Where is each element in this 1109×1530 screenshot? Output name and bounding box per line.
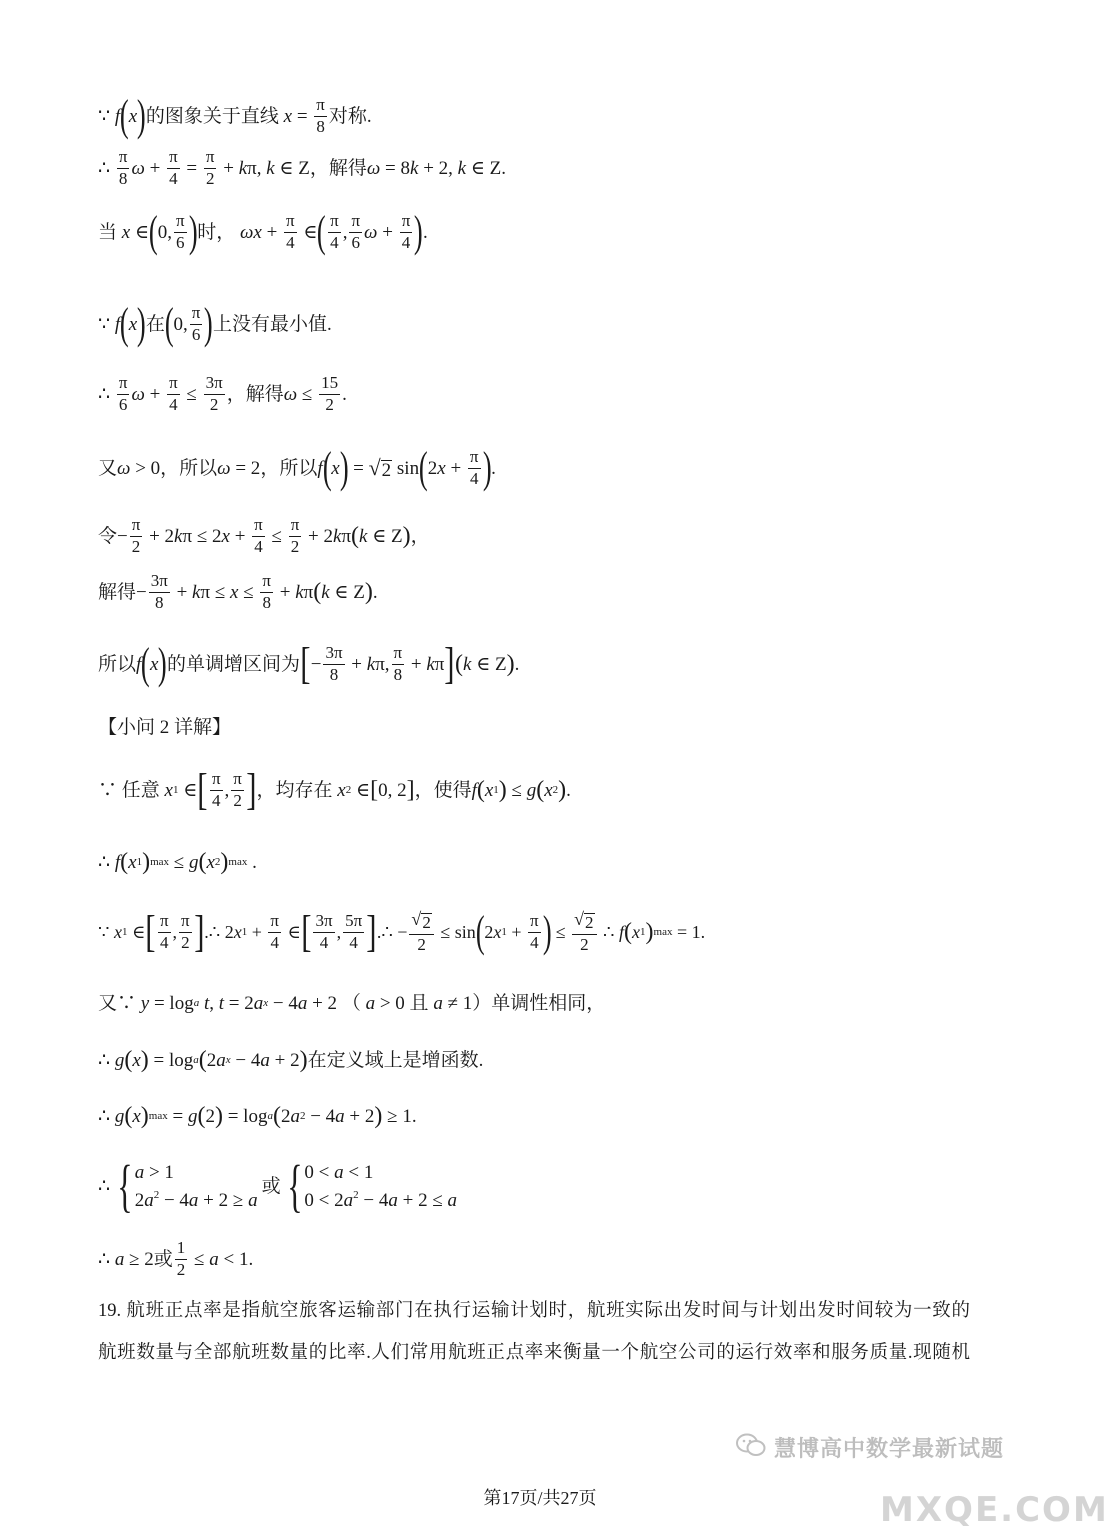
line-6: 又 ω > 0 ，所以 ω = 2 ，所以 f ( x ) = √ 2 sin ( 2 x + $\frac{\pi}{4}$ ) . bbox=[98, 443, 496, 492]
watermark bbox=[736, 1432, 1004, 1463]
line-15: ∴ g ( x ) = log a ( 2 a x − 4 a + 2 ) 在定义域上是增函数. bbox=[98, 1047, 484, 1073]
line-11: ∵ 任意 x 1 ∈ [ $\frac{\pi}{4}$ , $\frac{\pi}{2}$ ] ，均存在 x 2 ∈ [ 0, 2 ] ，使得 f ( x 1 ) ≤ g ( x 2 ) . bbox=[98, 765, 571, 814]
line-5: ∴ $\frac{\pi}{6}$ ω + $\frac{\pi}{4}$ ≤ $\frac{3\pi}{2}$ ，解得 ω ≤ $\frac{15}{2}$ . bbox=[98, 372, 347, 414]
section-heading: 【小问 2 详解】 bbox=[98, 716, 232, 738]
line-17: ∴ { a > 1 $2a^2 - 4a + 2 \ge a$ 或 { 0 < a < 1 $0 < 2a^2 - 4a + 2 \le a$ bbox=[98, 1153, 458, 1218]
problem-19-line-1: 19. 航班正点率是指航空旅客运输部门在执行运输计划时，航班实际出发时间与计划出发时间较为一致的 bbox=[98, 1301, 970, 1321]
line-4: ∵ f ( x ) 在 ( 0, $\frac{\pi}{6}$ ) 上没有最小值. bbox=[98, 299, 332, 348]
line-12: ∴ f ( x 1 ) max ≤ g ( x 2 ) max . bbox=[98, 849, 257, 875]
line-1: ∵ f ( x ) 的图象关于直线 x = $\frac{\pi}{8}$ 对称. bbox=[98, 91, 372, 140]
problem-19-line-2: 航班数量与全部航班数量的比率.人们常用航班正点率来衡量一个航空公司的运行效率和服务质量.现随机 bbox=[98, 1343, 970, 1363]
line-7: 令 − $\frac{\pi}{2}$ + 2 k π ≤ 2 x + $\frac{\pi}{4}$ ≤ $\frac{\pi}{2}$ + 2 k π ( k ∈ Z ) ， bbox=[98, 514, 430, 556]
line-3: 当 x ∈ ( 0, $\frac{\pi}{6}$ ) 时， ωx + $\frac{\pi}{4}$ ∈ ( $\frac{\pi}{4}$ , $\frac{\pi}{6}$ ω + $\frac{\pi}{4}$ ) . bbox=[98, 207, 428, 256]
line-13: ∵ x 1 ∈ [ $\frac{\pi}{4}$ , $\frac{\pi}{2}$ ] .∴ 2 x 1 + $\frac{\pi}{4}$ ∈ [ $\frac{3\pi}{4}$ , $\frac{5\pi}{4}$ ] .∴ − √ 2 2 ≤ sin ( 2 x 1 + $\frac{\pi}{4}$ ) ≤ √ 2 2 ∴ f ( x 1 ) max = 1. bbox=[98, 907, 706, 956]
line-2: ∴ $\frac{\pi}{8}$ ω + $\frac{\pi}{4}$ = $\frac{\pi}{2}$ + k π, k ∈ Z ，解得 ω = 8 k + 2, k ∈ Z. bbox=[98, 146, 507, 188]
line-16: ∴ g ( x ) max = g ( 2 ) = log a ( 2 a 2 − 4 a + 2 ) ≥ 1. bbox=[98, 1103, 417, 1129]
watermark-site: MXQE.COM bbox=[880, 1490, 1109, 1530]
line-8: 解得 − $\frac{3\pi}{8}$ + k π ≤ x ≤ $\frac{\pi}{8}$ + k π ( k ∈ Z ) . bbox=[98, 570, 378, 612]
line-9: 所以 f ( x ) 的单调增区间为 [ − $\frac{3\pi}{8}$ + k π, $\frac{\pi}{8}$ + k π ] ( k ∈ Z ) . bbox=[98, 639, 520, 688]
line-18: ∴ a ≥ 2 或 $\frac{1}{2}$ ≤ a < 1. bbox=[98, 1237, 254, 1279]
line-14: 又∵ y = log a t , t = 2 a x − 4 a + 2 （ a > 0 且 a ≠ 1 ）单调性相同， bbox=[98, 992, 606, 1014]
wechat-icon bbox=[736, 1432, 766, 1463]
watermark-text: 慧博高中数学最新试题 bbox=[774, 1437, 1005, 1462]
page-number: 第17页/共27页 bbox=[483, 1488, 597, 1508]
